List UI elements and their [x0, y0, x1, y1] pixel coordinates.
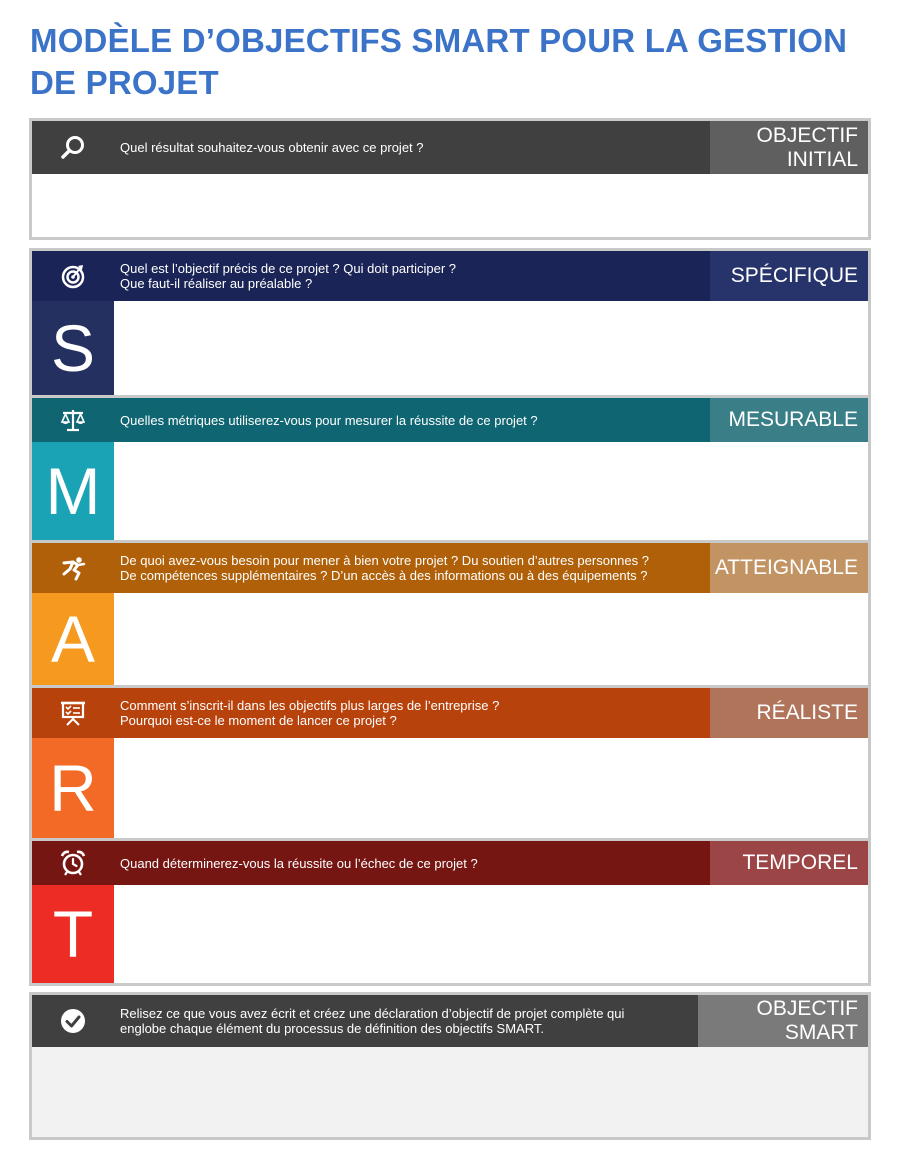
- checkmark-circle-icon: [32, 995, 114, 1047]
- section-question-realistic: Comment s’inscrit-il dans les objectifs plus larges de l’entreprise ? Pourquoi est-ce le moment de lancer ce projet ?: [120, 698, 500, 728]
- section-question-specific: Quel est l’objectif précis de ce projet ? Qui doit participer ? Que faut-il réaliser au préalable ?: [120, 261, 457, 291]
- section-header-specific: [32, 251, 868, 301]
- section-input-achievable[interactable]: [114, 593, 868, 685]
- search-icon: [32, 121, 114, 174]
- smart-objective-header: [32, 995, 868, 1047]
- section-tag-achievable: ATTEIGNABLE: [710, 543, 868, 593]
- scale-icon: [32, 398, 114, 442]
- presentation-board-icon: [32, 688, 114, 738]
- smart-objective-question: Relisez ce que vous avez écrit et créez une déclaration d’objectif de projet complète qui englobe chaque élément du processus de définition des objectifs SMART.: [120, 1006, 625, 1036]
- letter-m: M: [32, 442, 114, 540]
- section-header-time-bound: [32, 841, 868, 885]
- section-question-time-bound: Quand déterminerez-vous la réussite ou l’échec de ce projet ?: [120, 855, 478, 871]
- section-question-achievable: De quoi avez-vous besoin pour mener à bien votre projet ? Du soutien d’autres personnes ? De compétences supplémentaires ? D’un accès à des informations ou à des équipements ?: [120, 553, 649, 583]
- smart-objective-panel: [29, 992, 871, 1140]
- section-tag-realistic: RÉALISTE: [710, 688, 868, 738]
- initial-objective-header: [32, 121, 868, 174]
- section-question-measurable: Quelles métriques utiliserez-vous pour mesurer la réussite de ce projet ?: [120, 412, 538, 428]
- section-tag-time-bound: TEMPOREL: [710, 841, 868, 885]
- letter-r: R: [32, 738, 114, 838]
- section-header-realistic: [32, 688, 868, 738]
- section-header-measurable: [32, 398, 868, 442]
- section-input-time-bound[interactable]: [114, 885, 868, 983]
- smart-objective-tag: OBJECTIF SMART: [698, 995, 868, 1047]
- runner-icon: [32, 543, 114, 593]
- letter-a: A: [32, 593, 114, 685]
- section-input-measurable[interactable]: [114, 442, 868, 540]
- section-tag-measurable: MESURABLE: [710, 398, 868, 442]
- initial-objective-tag: OBJECTIF INITIAL: [710, 121, 868, 174]
- section-header-achievable: [32, 543, 868, 593]
- section-input-specific[interactable]: [114, 301, 868, 395]
- smart-objective-input[interactable]: [32, 1047, 868, 1137]
- page-title: MODÈLE D’OBJECTIFS SMART POUR LA GESTION DE PROJET: [30, 22, 848, 101]
- smart-panel: [29, 248, 871, 986]
- initial-objective-question: Quel résultat souhaitez-vous obtenir avec ce projet ?: [120, 140, 424, 155]
- target-icon: [32, 251, 114, 301]
- section-input-realistic[interactable]: [114, 738, 868, 838]
- letter-t: T: [32, 885, 114, 983]
- alarm-clock-icon: [32, 841, 114, 885]
- letter-s: S: [32, 301, 114, 395]
- initial-objective-input[interactable]: [32, 174, 868, 237]
- initial-objective-panel: [29, 118, 871, 240]
- section-tag-specific: SPÉCIFIQUE: [710, 251, 868, 301]
